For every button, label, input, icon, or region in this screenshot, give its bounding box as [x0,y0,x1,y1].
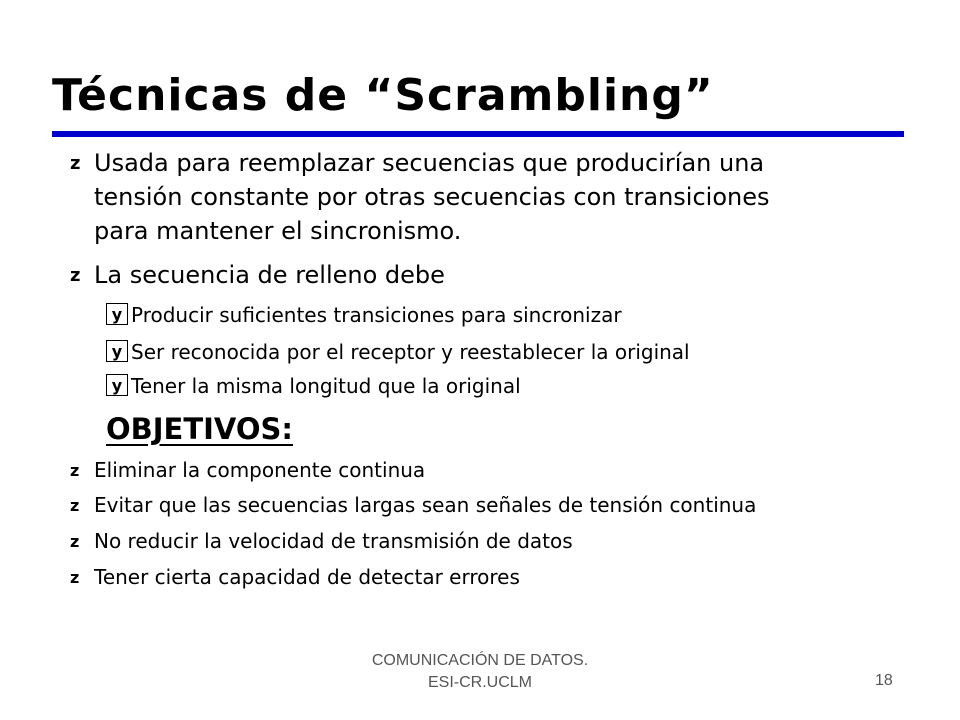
objective-text: Evitar que las secuencias largas sean señales de tensión continua [94,493,757,517]
bullet-marker: z [70,496,80,515]
bullet-marker: z [70,568,80,587]
title-underline-rule [52,131,904,137]
slide-footer [330,650,630,694]
footer-institution: ESI-CR.UCLM [427,674,532,691]
sub-bullet-marker: y [106,303,128,325]
bullet-text: tensión constante por otras secuencias con transiciones [94,183,770,211]
bullet-marker: z [70,532,80,551]
sub-bullet-text: Tener la misma longitud que la original [131,374,521,398]
page-number: 18 [875,672,893,689]
sub-bullet-marker: y [106,340,128,362]
footer-course-name: COMUNICACIÓN DE DATOS. [371,652,589,669]
sub-bullet-text: Producir suficientes transiciones para sincronizar [131,303,622,327]
objective-text: No reducir la velocidad de transmisión de datos [94,529,573,553]
bullet-text: La secuencia de relleno debe [94,261,445,289]
slide-title: Técnicas de “Scrambling” [52,70,714,121]
sub-bullet-marker: y [106,374,128,396]
objective-text: Eliminar la componente continua [94,458,426,482]
bullet-text: para mantener el sincronismo. [94,217,462,245]
sub-bullet-text: Ser reconocida por el receptor y reestablecer la original [131,340,690,364]
bullet-marker: z [70,461,80,480]
objectives-heading: OBJETIVOS: [106,412,293,446]
bullet-text: Usada para reemplazar secuencias que producirían una [94,149,765,177]
bullet-marker: z [70,153,81,174]
objective-text: Tener cierta capacidad de detectar errores [94,565,520,589]
bullet-marker: z [70,265,81,286]
